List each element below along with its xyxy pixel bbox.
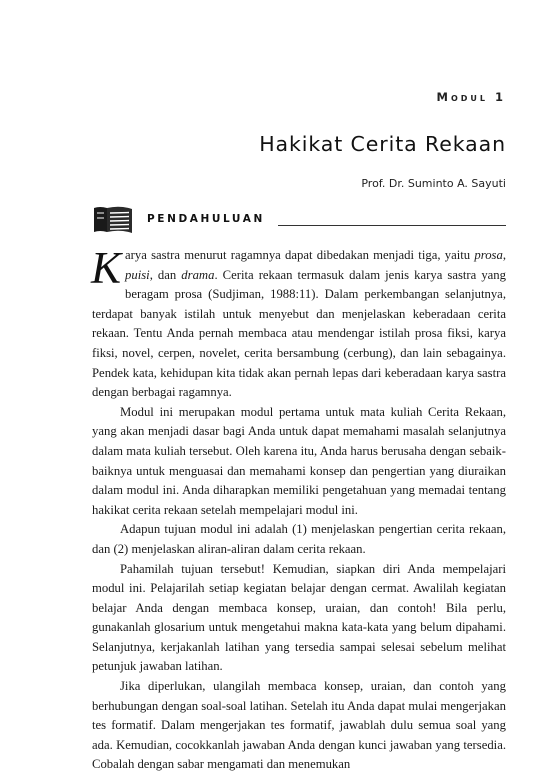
drop-cap: K (91, 243, 122, 293)
term-drama: drama (181, 267, 215, 282)
book-icon (92, 205, 134, 235)
term-prosa: prosa (474, 248, 503, 262)
paragraph-5: Jika diperlukan, ulangilah membaca konsep, uraian, dan contoh yang berhubungan dengan soal-soal latihan. Setelah itu Anda dapat mulai mengerjakan tes formatif. Dalam mengerjakan tes formatif, jawablah dulu semua soal yang ada. Kemudian, cocokkanlah jawaban Anda dengan kunci jawaban yang tersedia. Cobalah dengan sabar mengamati dan menemukan (92, 679, 506, 772)
section-title: PENDAHULUAN (147, 213, 265, 225)
author-name: Prof. Dr. Suminto A. Sayuti (361, 177, 506, 190)
term-puisi: puisi (125, 267, 150, 282)
paragraph-1-text-b: . Cerita rekaan termasuk dalam jenis karya sastra yang beragam prosa (Sudjiman, 1988:11). Dalam perkembangan selanjutnya, terdapat banyak istilah untuk menyebut dan menjelaskan keberadaan cerita rekaan. Tentu Anda pernah membaca atau mendengar istilah prosa fiksi, karya fiksi, novel, cerpen, novelet, cerita bersambung (cerbung), dan lain sebagainya. Pendek kata, kehidupan kita tidak akan pernah lepas dari keberadaan karya sastra dengan berbagai ragamnya. (92, 267, 506, 400)
section-header (92, 205, 506, 235)
separator-1: , (502, 248, 506, 262)
paragraph-1-text-a: arya sastra menurut ragamnya dapat dibedakan menjadi tiga, yaitu (125, 248, 475, 262)
separator-2: , dan (149, 267, 182, 282)
page-title: Hakikat Cerita Rekaan (259, 132, 506, 156)
paragraph-1 (91, 243, 506, 403)
paragraph-3: Adapun tujuan modul ini adalah (1) menjelaskan pengertian cerita rekaan, dan (2) menjelaskan aliran-aliran dalam cerita rekaan. (92, 522, 506, 556)
section-divider (278, 225, 506, 226)
paragraph-4: Pahamilah tujuan tersebut! Kemudian, siapkan diri Anda mempelajari modul ini. Pelajarilah setiap kegiatan belajar dengan cermat. Awalilah kegiatan belajar Anda dengan membaca konsep, uraian, dan contoh! Bila perlu, gunakanlah glosarium untuk mengetahui makna kata-kata yang belum dipahami. Selanjutnya, kerjakanlah latihan yang tersedia sampai selesai sebelum melihat petunjuk jawaban latihan. (92, 561, 506, 674)
body-text (91, 243, 506, 775)
paragraph-2: Modul ini merupakan modul pertama untuk mata kuliah Cerita Rekaan, yang akan menjadi dasar bagi Anda untuk dapat memahami masalah selanjutnya dalam mata kuliah tersebut. Oleh karena itu, Anda harus berusaha dengan sebaik-baiknya untuk menguasai dan memahami konsep dan pengertian yang diuraikan dalam modul ini. Anda diharapkan memiliki pengetahuan yang memadai tentang hakikat cerita rekaan setelah mempelajari modul ini. (92, 404, 506, 517)
module-label: Modul 1 (436, 90, 506, 104)
